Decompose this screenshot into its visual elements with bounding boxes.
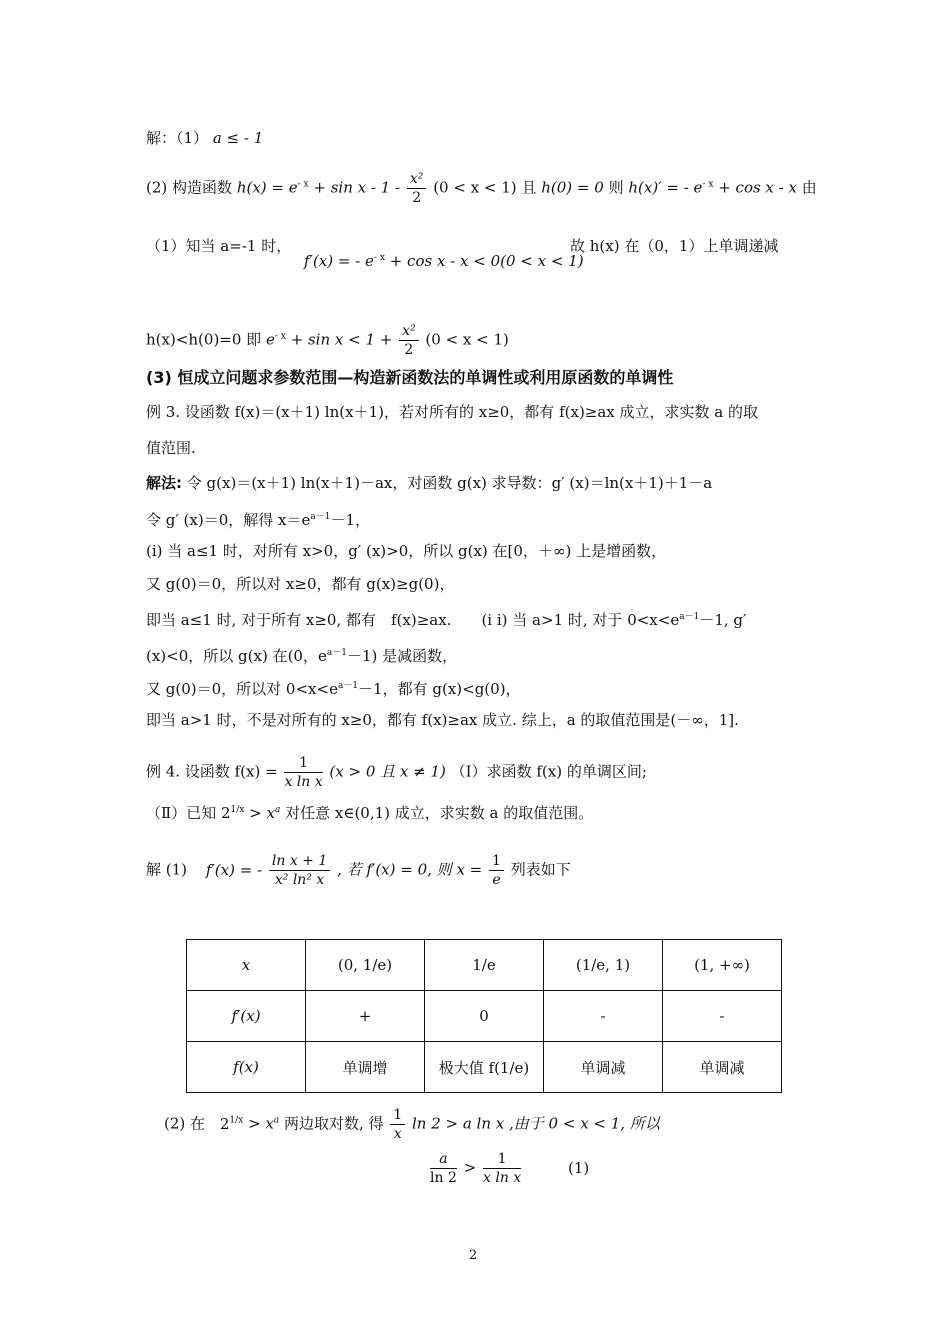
text: （1）知当 a=-1 时， <box>146 237 292 255</box>
math: + cos x - x <box>718 178 797 197</box>
math: h(0) = 0 <box>541 178 604 197</box>
denominator: 2 <box>412 190 422 206</box>
numerator: x² <box>407 170 427 189</box>
text: 列表如下 <box>510 860 571 879</box>
text: －1， <box>330 511 370 529</box>
solution-line-2 <box>146 170 817 207</box>
table-cell: 单调减 <box>663 1042 782 1093</box>
table-cell: (0, 1/e) <box>306 940 425 991</box>
numerator: 1 <box>483 1150 521 1169</box>
math: f′(x) = - e <box>304 252 374 270</box>
exponent: a－1 <box>337 681 359 691</box>
text: (2) 在 <box>164 1114 206 1133</box>
table-cell: - <box>544 991 663 1042</box>
numerator: a <box>430 1150 457 1169</box>
fraction <box>284 754 322 791</box>
part-2-line <box>164 1106 660 1143</box>
exponent: a－1 <box>326 648 347 658</box>
math: , 若 f′(x) = 0, 则 x = <box>337 860 483 879</box>
solution-4-line-1 <box>146 852 571 889</box>
table-cell: (1, +∞) <box>663 940 782 991</box>
inequality-1 <box>428 1150 589 1187</box>
numerator: x² <box>399 322 419 341</box>
numerator: 1 <box>390 1106 405 1125</box>
exponent: - x <box>274 331 286 342</box>
table-row <box>187 940 782 991</box>
text: 且 <box>521 178 537 197</box>
solution-3-line-7 <box>146 676 521 699</box>
math: > x <box>249 804 275 822</box>
exponent: - x <box>373 253 385 263</box>
text: －1，都有 g(x)<g(0)， <box>358 680 521 698</box>
fraction <box>269 852 330 889</box>
denominator: ln 2 <box>430 1170 457 1186</box>
denominator: x² ln² x <box>274 872 325 888</box>
text: （Ⅱ）已知 <box>146 804 217 822</box>
solution-3-line-2 <box>146 507 370 530</box>
text: 由 <box>801 178 817 197</box>
solution-3-line-4: 又 g(0)＝0，所以对 x≥0，都有 g(x)≥g(0)， <box>146 575 455 593</box>
fraction <box>390 1106 405 1143</box>
table-cell: x <box>187 940 306 991</box>
denominator: e <box>492 872 501 888</box>
solution-line-1 <box>146 128 263 148</box>
math: h(x)′ = - e <box>628 178 703 197</box>
exponent: a <box>273 1115 280 1126</box>
math: 2 <box>219 1114 230 1133</box>
text: －1, g′ <box>699 611 747 629</box>
fraction <box>399 322 419 359</box>
text: 令 g′ (x)＝0，解得 x＝e <box>146 511 311 529</box>
solution-line-3-suffix <box>570 236 778 256</box>
text: (2) 构造函数 <box>146 178 233 197</box>
math: > x <box>247 1114 274 1133</box>
text: 又 g(0)＝0，所以对 0<x<e <box>146 680 338 698</box>
fraction <box>407 170 427 207</box>
example-3-line-1: 例 3. 设函数 f(x)＝(x＋1) ln(x＋1)，若对所有的 x≥0，都有 f(x)≥ax 成立，求实数 a 的取 <box>146 403 759 421</box>
table-cell: 1/e <box>425 940 544 991</box>
table-row <box>187 1042 782 1093</box>
math: > <box>463 1158 477 1177</box>
example-4-line-1 <box>146 754 647 791</box>
section-heading: (3) 恒成立问题求参数范围—构造新函数法的单调性或利用原函数的单调性 <box>146 368 674 387</box>
math: + sin x < 1 + <box>290 330 393 349</box>
exponent: - x <box>297 179 309 190</box>
table-cell: 0 <box>425 991 544 1042</box>
math: 2 <box>220 804 231 822</box>
text: （Ⅰ）求函数 f(x) 的单调区间; <box>450 762 647 781</box>
text: h(x)<h(0)=0 即 <box>146 330 262 349</box>
solution-line-4 <box>146 322 509 359</box>
exponent: a－1 <box>310 512 331 522</box>
solution-line-3 <box>146 236 291 256</box>
solution-3-line-3: (i) 当 a≤1 时，对所有 x>0，g′ (x)>0，所以 g(x) 在[0，＋∞) 上是增函数， <box>146 542 667 560</box>
solution-label: 解：（1） <box>146 129 209 147</box>
text: 对任意 x∈(0,1) 成立，求实数 a 的取值范围。 <box>285 804 594 822</box>
denominator: x ln x <box>284 774 323 790</box>
text: (x)<0，所以 g(x) 在(0，e <box>146 647 327 665</box>
fraction <box>430 1150 457 1187</box>
text: 故 h(x) 在（0，1）上单调递减 <box>570 237 779 255</box>
math: ln 2 > a ln x ,由于 0 < x < 1, 所以 <box>411 1114 660 1133</box>
denominator: x <box>393 1126 402 1142</box>
math-expression: a ≤ - 1 <box>212 129 264 147</box>
example-4-line-2 <box>146 800 593 823</box>
math: + cos x - x < 0(0 < x < 1) <box>389 252 584 270</box>
exponent: 1/x <box>229 1115 244 1126</box>
text: 即当 a≤1 时, 对于所有 x≥0, 都有 f(x)≥ax. (i i) 当 a>1 时, 对于 0<x<e <box>146 611 680 629</box>
text: 例 4. 设函数 f(x) = <box>146 762 278 781</box>
monotonicity-table <box>186 939 782 1093</box>
denominator: x ln x <box>483 1170 522 1186</box>
numerator: 1 <box>489 852 504 871</box>
text: 两边取对数, 得 <box>283 1114 384 1133</box>
example-3-line-2: 值范围. <box>146 439 196 457</box>
table-cell: f(x) <box>187 1042 306 1093</box>
fraction <box>489 852 504 889</box>
table-cell: 单调减 <box>544 1042 663 1093</box>
table-cell: (1/e, 1) <box>544 940 663 991</box>
text: 则 <box>608 178 624 197</box>
table-cell: 极大值 f(1/e) <box>425 1042 544 1093</box>
table-cell: + <box>306 991 425 1042</box>
text: 令 g(x)＝(x＋1) ln(x＋1)－ax，对函数 g(x) 求导数：g′ (x)＝ln(x＋1)＋1－a <box>186 474 713 492</box>
solution-3-line-5 <box>146 607 746 630</box>
text: －1) 是减函数， <box>346 647 458 665</box>
math: + sin x - 1 - <box>313 178 401 197</box>
table-cell: - <box>663 991 782 1042</box>
table-cell: f′(x) <box>187 991 306 1042</box>
math: f′(x) = - <box>205 860 263 879</box>
denominator: 2 <box>404 342 414 358</box>
solution-3-line-8: 即当 a>1 时，不是对所有的 x≥0，都有 f(x)≥ax 成立. 综上，a 的取值范围是(－∞，1]. <box>146 711 739 729</box>
solution-line-3-math <box>304 248 584 271</box>
math: h(x) = e <box>236 178 298 197</box>
math: (0 < x < 1) <box>425 330 509 349</box>
solution-label: 解 (1) <box>146 860 188 879</box>
exponent: - x <box>702 179 714 190</box>
solution-label: 解法: <box>146 474 182 492</box>
exponent: a－1 <box>679 612 700 622</box>
page-number: 2 <box>469 1248 478 1263</box>
solution-3-line-6 <box>146 643 457 666</box>
math: (0 < x < 1) <box>433 178 517 197</box>
table-cell: 单调增 <box>306 1042 425 1093</box>
numerator: ln x + 1 <box>269 852 330 871</box>
solution-3-line-1 <box>146 473 712 493</box>
exponent: 1/x <box>230 805 245 815</box>
math: e <box>265 330 275 349</box>
fraction <box>483 1150 521 1187</box>
equation-tag: (1) <box>567 1158 590 1177</box>
exponent: a <box>274 805 281 815</box>
numerator: 1 <box>284 754 322 773</box>
math: (x > 0 且 x ≠ 1) <box>329 762 446 781</box>
table-row <box>187 991 782 1042</box>
